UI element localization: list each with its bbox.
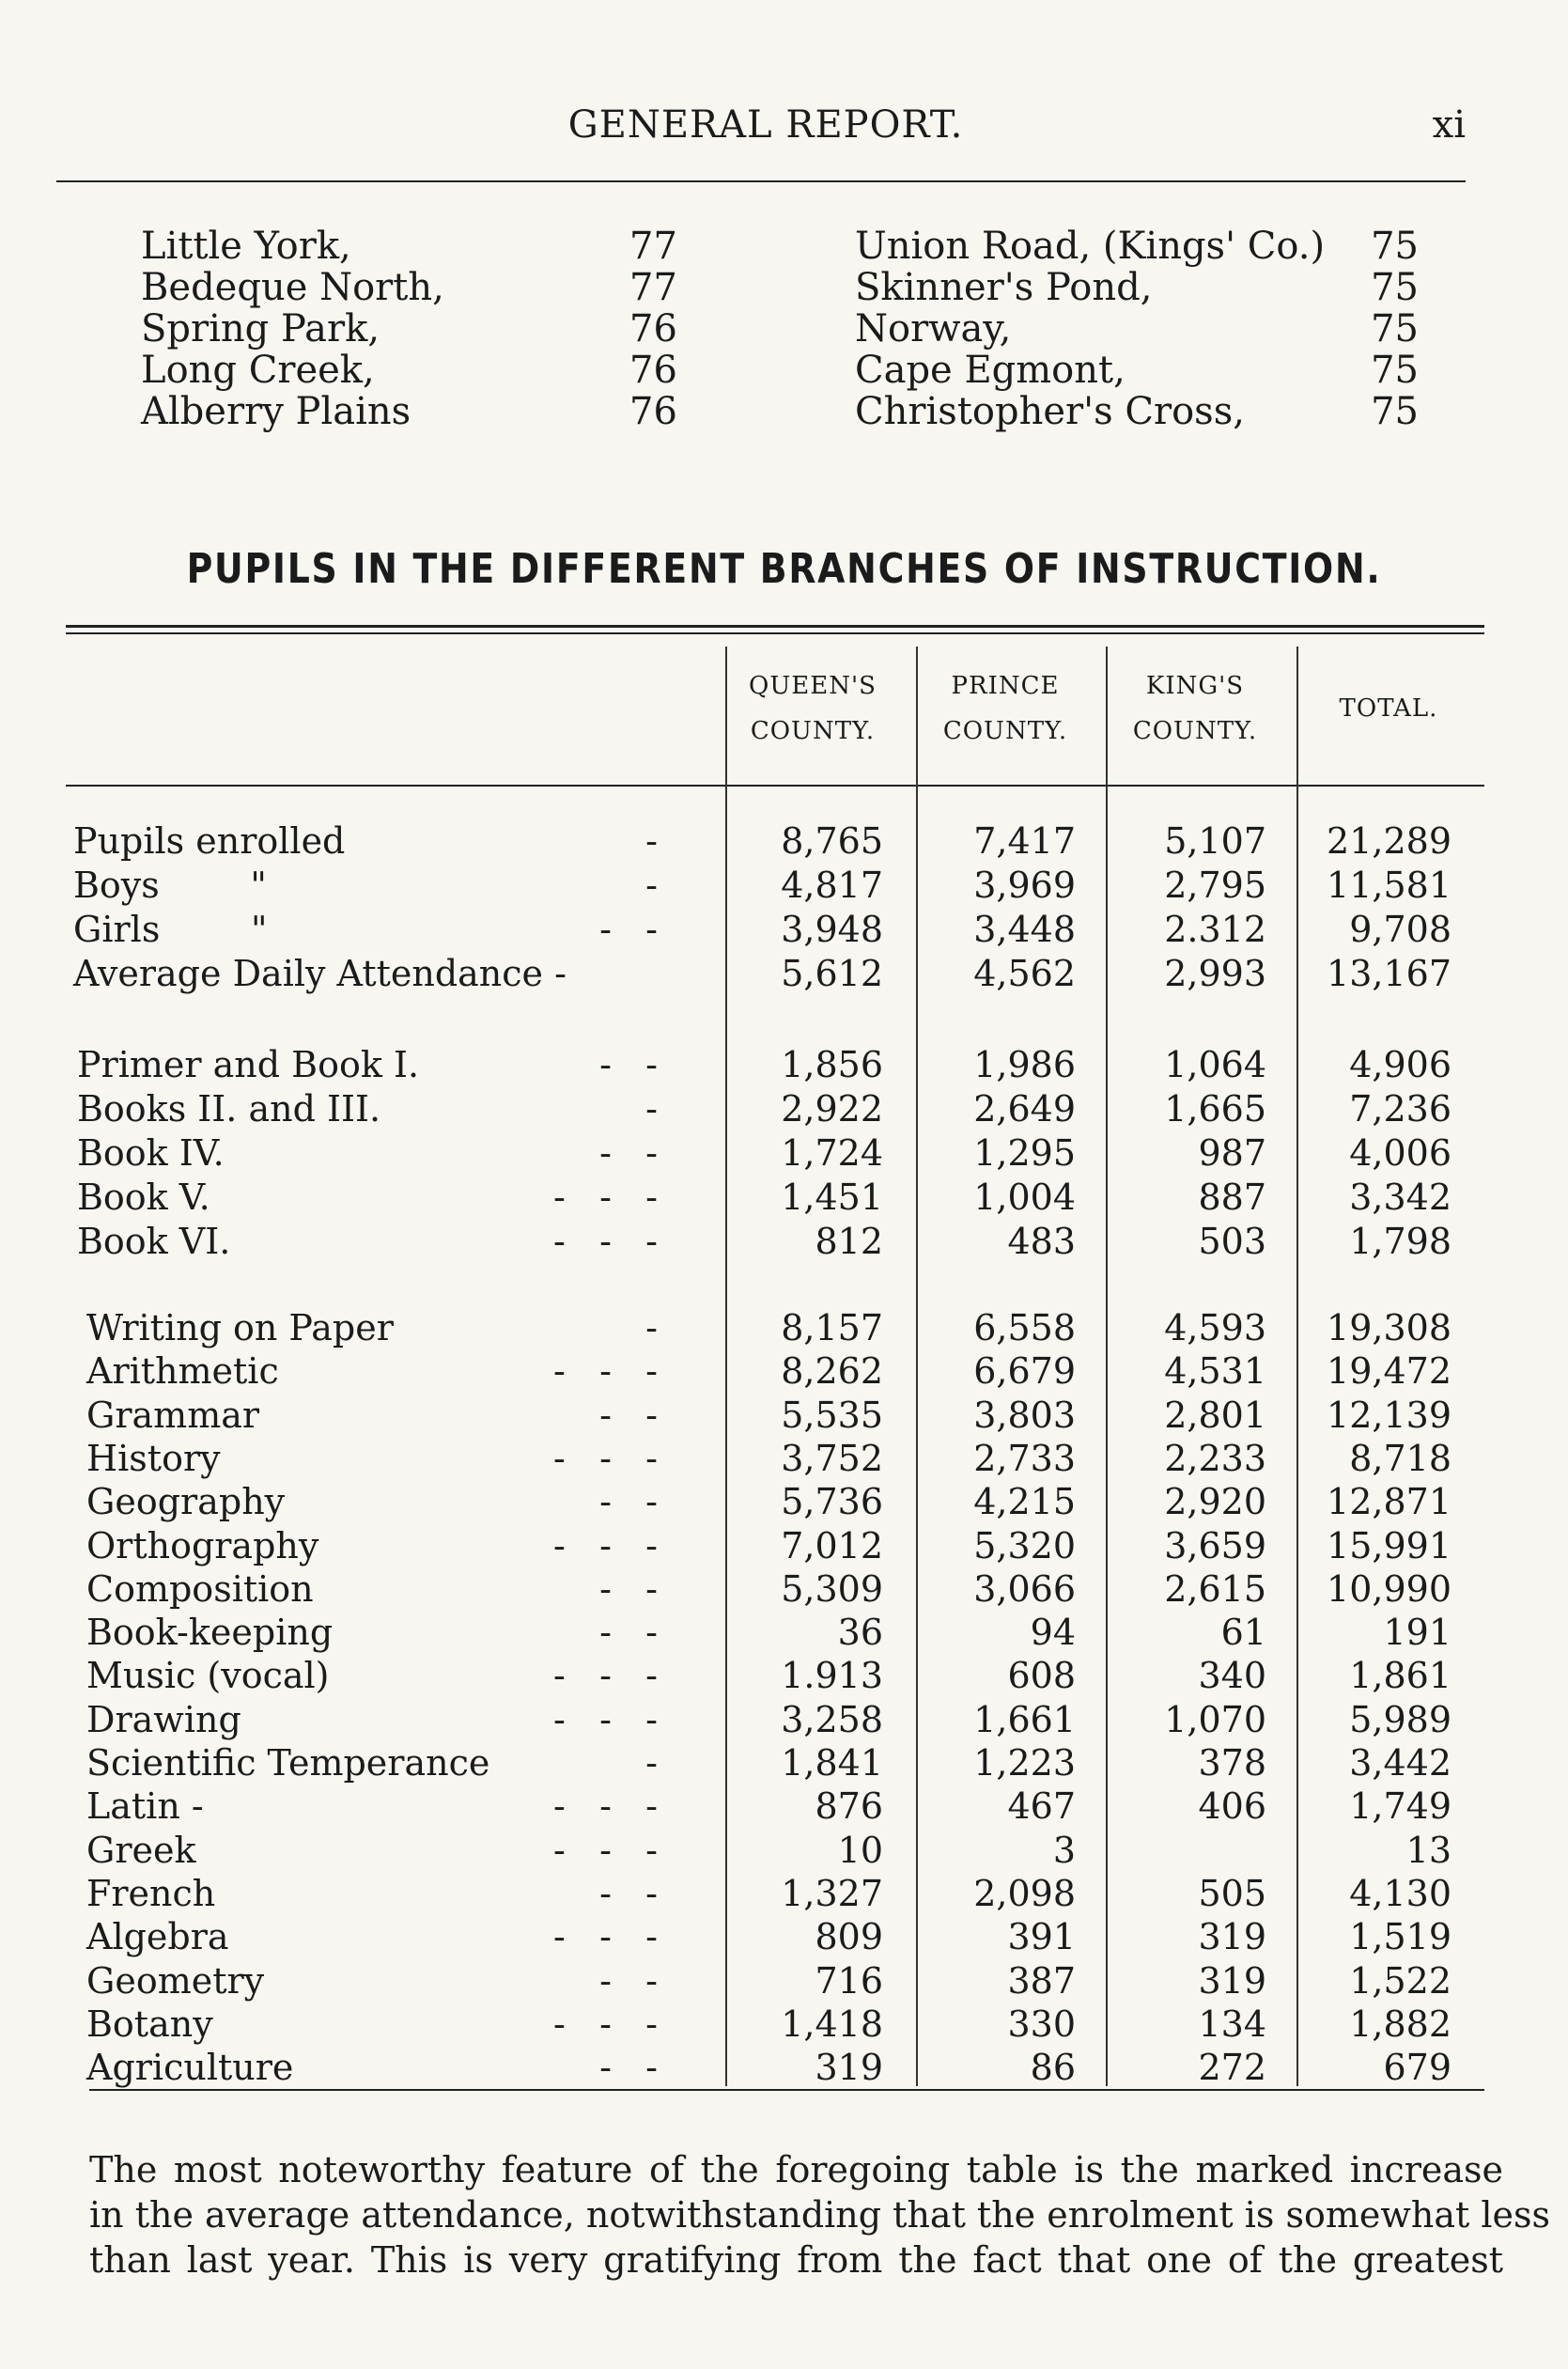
row-label: Music (vocal) <box>86 1655 330 1697</box>
prince-value: 3,969 <box>973 865 1076 906</box>
column-header-kings: KING'S COUNTY. <box>1132 672 1258 745</box>
table-row <box>0 864 1568 907</box>
table-row <box>0 1654 1568 1697</box>
table-row <box>0 1959 1568 2003</box>
total-value: 19,308 <box>1327 1307 1452 1348</box>
leader-dashes: - - - <box>553 2003 658 2045</box>
queens-value: 8,157 <box>781 1307 883 1348</box>
row-label: Scientific Temperance <box>86 1742 490 1784</box>
kings-value: 2,920 <box>1164 1481 1266 1523</box>
total-value: 1,519 <box>1349 1916 1452 1958</box>
paragraph-line: The most noteworthy feature of the foregoing table is the marked increase <box>89 2149 1503 2190</box>
leader-dashes: - - <box>599 909 658 950</box>
leader-dashes: - - - <box>553 1916 658 1958</box>
page-header <box>56 103 1475 160</box>
kings-value: 4,531 <box>1164 1350 1266 1393</box>
table-row <box>0 1872 1568 1915</box>
total-value: 4,006 <box>1349 1132 1452 1174</box>
row-label: Girls " <box>73 909 268 950</box>
total-value: 21,289 <box>1327 820 1452 862</box>
leader-dashes: - - - <box>553 1221 658 1262</box>
table-row <box>0 1785 1568 1828</box>
table-row <box>0 1567 1568 1611</box>
prince-value: 2,733 <box>973 1437 1076 1479</box>
queens-value: 1,451 <box>781 1177 883 1218</box>
leader-dashes: - - <box>599 1132 658 1174</box>
total-value: 1,749 <box>1349 1785 1452 1828</box>
school-name: Union Road, (Kings' Co.) <box>855 225 1326 268</box>
queens-value: 36 <box>837 1612 883 1654</box>
leader-dashes: - <box>645 1088 658 1130</box>
kings-value: 1,064 <box>1164 1044 1266 1085</box>
table-row <box>0 1394 1568 1437</box>
total-value: 9,708 <box>1349 909 1452 950</box>
kings-value: 2,993 <box>1164 953 1266 994</box>
prince-value: 4,562 <box>973 953 1076 994</box>
table-row <box>0 1829 1568 1872</box>
row-label: Botany <box>86 2003 213 2045</box>
leader-dashes: - - - <box>553 1698 658 1740</box>
row-label: Grammar <box>86 1394 260 1436</box>
kings-value: 2,233 <box>1164 1437 1266 1479</box>
table-row <box>0 1220 1568 1263</box>
kings-value: 378 <box>1198 1742 1266 1784</box>
school-row <box>141 350 1419 391</box>
queens-value: 8,262 <box>781 1350 883 1393</box>
kings-value: 1,665 <box>1164 1088 1266 1130</box>
leader-dashes: - - <box>599 1481 658 1523</box>
table-row <box>0 1306 1568 1349</box>
row-label: Geometry <box>86 1959 265 2002</box>
prince-value: 330 <box>1007 2003 1076 2045</box>
school-score: 76 <box>629 390 677 433</box>
queens-value: 1.913 <box>781 1655 883 1697</box>
queens-value: 5,612 <box>781 953 883 994</box>
total-value: 679 <box>1383 2047 1452 2089</box>
header-rule <box>56 180 1466 182</box>
row-label: Composition <box>86 1567 314 1610</box>
leader-dashes: - - - <box>553 1437 658 1479</box>
prince-value: 387 <box>1007 1959 1076 2002</box>
prince-value: 1,004 <box>973 1177 1076 1218</box>
prince-value: 94 <box>1030 1612 1076 1654</box>
row-label: Book IV. <box>77 1132 225 1174</box>
total-value: 1,861 <box>1349 1655 1452 1697</box>
paragraph-line: than last year. This is very gratifying from the fact that one of the greatest <box>89 2239 1503 2281</box>
table-row <box>0 2046 1568 2089</box>
total-value: 8,718 <box>1349 1437 1452 1479</box>
row-label: French <box>86 1872 216 1914</box>
prince-value: 3,066 <box>973 1567 1076 1610</box>
kings-value: 134 <box>1198 2003 1266 2045</box>
table-row <box>0 1611 1568 1654</box>
table-row <box>0 1480 1568 1523</box>
leader-dashes: - - - <box>553 1350 658 1393</box>
total-value: 7,236 <box>1349 1088 1452 1130</box>
table-bottom-rule <box>89 2089 1484 2091</box>
kings-value: 319 <box>1198 1916 1266 1958</box>
school-score: 77 <box>629 225 677 268</box>
kings-value: 503 <box>1198 1221 1266 1262</box>
column-header-total: TOTAL. <box>1339 694 1438 723</box>
school-score: 75 <box>1371 266 1419 309</box>
total-value: 3,442 <box>1349 1742 1452 1784</box>
queens-value: 7,012 <box>781 1524 883 1566</box>
leader-dashes: - - - <box>553 1524 658 1566</box>
prince-value: 1,223 <box>973 1742 1076 1784</box>
leader-dashes: - - - <box>553 1829 658 1871</box>
total-value: 12,871 <box>1327 1481 1452 1523</box>
prince-value: 608 <box>1007 1655 1076 1697</box>
total-value: 15,991 <box>1327 1524 1452 1566</box>
prince-value: 467 <box>1007 1785 1076 1828</box>
row-label: Book-keeping <box>86 1612 334 1654</box>
row-label: Algebra <box>86 1916 229 1958</box>
table-row <box>0 819 1568 863</box>
queens-value: 876 <box>815 1785 883 1828</box>
school-score: 77 <box>629 266 677 309</box>
total-value: 1,522 <box>1349 1959 1452 2002</box>
table-row <box>0 908 1568 951</box>
kings-value: 406 <box>1198 1785 1266 1828</box>
leader-dashes: - - - <box>553 1785 658 1828</box>
leader-dashes: - - <box>599 1959 658 2002</box>
school-name: Cape Egmont, <box>855 349 1126 392</box>
queens-value: 1,856 <box>781 1044 883 1085</box>
queens-value: 3,258 <box>781 1698 883 1740</box>
row-label: Average Daily Attendance - <box>73 953 567 994</box>
table-row <box>0 1349 1568 1393</box>
prince-value: 2,649 <box>973 1088 1076 1130</box>
school-score: 76 <box>629 307 677 351</box>
total-value: 1,882 <box>1349 2003 1452 2045</box>
column-header-queens: QUEEN'S COUNTY. <box>749 672 877 745</box>
leader-dashes: - <box>645 1742 658 1784</box>
leader-dashes: - <box>645 1307 658 1348</box>
kings-value: 987 <box>1198 1132 1266 1174</box>
section-title: PUPILS IN THE DIFFERENT BRANCHES OF INSTRUCTION. <box>186 545 1382 593</box>
table-row <box>0 1176 1568 1219</box>
table-top-rule <box>66 625 1484 628</box>
table-row <box>0 1437 1568 1480</box>
total-value: 4,906 <box>1349 1044 1452 1085</box>
school-name: Christopher's Cross, <box>855 390 1245 433</box>
school-name: Long Creek, <box>141 349 375 392</box>
queens-value: 319 <box>815 2047 883 2089</box>
school-score: 75 <box>1371 390 1419 433</box>
table-row <box>0 1087 1568 1130</box>
school-name: Skinner's Pond, <box>855 266 1153 309</box>
queens-value: 1,841 <box>781 1742 883 1784</box>
prince-value: 5,320 <box>973 1524 1076 1566</box>
prince-value: 483 <box>1007 1221 1076 1262</box>
leader-dashes: - - <box>599 1567 658 1610</box>
kings-value: 505 <box>1198 1872 1266 1914</box>
school-score: 76 <box>629 349 677 392</box>
leader-dashes: - - <box>599 2047 658 2089</box>
queens-value: 2,922 <box>781 1088 883 1130</box>
prince-value: 1,661 <box>973 1698 1076 1740</box>
row-label: Primer and Book I. <box>77 1044 420 1085</box>
kings-value: 887 <box>1198 1177 1266 1218</box>
prince-value: 3,448 <box>973 909 1076 950</box>
body-paragraph <box>89 2147 1551 2283</box>
row-label: History <box>86 1437 221 1479</box>
queens-value: 809 <box>815 1916 883 1958</box>
prince-value: 4,215 <box>973 1481 1076 1523</box>
kings-value: 2.312 <box>1164 909 1266 950</box>
leader-dashes: - <box>645 865 658 906</box>
prince-value: 1,295 <box>973 1132 1076 1174</box>
total-value: 191 <box>1383 1612 1452 1654</box>
page-number: xi <box>1432 103 1466 147</box>
row-label: Latin - <box>86 1785 204 1828</box>
school-score: 75 <box>1371 225 1419 268</box>
school-row <box>141 391 1419 432</box>
kings-value: 340 <box>1198 1655 1266 1697</box>
school-score: 75 <box>1371 349 1419 392</box>
table-top-rule-inner <box>66 632 1484 634</box>
leader-dashes: - - <box>599 1612 658 1654</box>
kings-value: 2,795 <box>1164 865 1266 906</box>
school-name: Alberry Plains <box>141 390 411 433</box>
table-row <box>0 1131 1568 1175</box>
table-row <box>0 1524 1568 1567</box>
paragraph-line: in the average attendance, notwithstanding that the enrolment is somewhat less <box>89 2194 1551 2236</box>
table-row <box>0 1741 1568 1785</box>
leader-dashes: - - <box>599 1872 658 1914</box>
kings-value: 4,593 <box>1164 1307 1266 1348</box>
kings-value: 3,659 <box>1164 1524 1266 1566</box>
school-row <box>141 308 1419 350</box>
prince-value: 3,803 <box>973 1394 1076 1436</box>
kings-value: 61 <box>1220 1612 1266 1654</box>
page-title: GENERAL REPORT. <box>567 103 964 147</box>
table-row <box>0 1698 1568 1741</box>
queens-value: 5,535 <box>781 1394 883 1436</box>
row-label: Book V. <box>77 1177 210 1218</box>
queens-value: 5,309 <box>781 1567 883 1610</box>
total-value: 10,990 <box>1327 1567 1452 1610</box>
table-row <box>0 2003 1568 2046</box>
leader-dashes: - - <box>599 1394 658 1436</box>
prince-value: 2,098 <box>973 1872 1076 1914</box>
queens-value: 812 <box>815 1221 883 1262</box>
school-name: Little York, <box>141 225 351 268</box>
school-name: Bedeque North, <box>141 266 444 309</box>
queens-value: 1,418 <box>781 2003 883 2045</box>
total-value: 11,581 <box>1327 865 1452 906</box>
queens-value: 3,948 <box>781 909 883 950</box>
total-value: 1,798 <box>1349 1221 1452 1262</box>
column-header-prince: PRINCE COUNTY. <box>942 672 1068 745</box>
queens-value: 1,327 <box>781 1872 883 1914</box>
prince-value: 3 <box>1052 1829 1076 1871</box>
row-label: Geography <box>86 1481 286 1523</box>
table-row <box>0 1043 1568 1086</box>
total-value: 13 <box>1405 1829 1452 1871</box>
leader-dashes: - - - <box>553 1177 658 1218</box>
kings-value: 272 <box>1198 2047 1266 2089</box>
prince-value: 391 <box>1007 1916 1076 1958</box>
header-bottom-rule <box>66 785 1484 787</box>
queens-value: 716 <box>815 1959 883 2002</box>
row-label: Pupils enrolled <box>73 820 346 862</box>
prince-value: 7,417 <box>973 820 1076 862</box>
school-row <box>141 267 1419 308</box>
kings-value: 5,107 <box>1164 820 1266 862</box>
total-value: 19,472 <box>1327 1350 1452 1393</box>
queens-value: 5,736 <box>781 1481 883 1523</box>
prince-value: 1,986 <box>973 1044 1076 1085</box>
queens-value: 4,817 <box>781 865 883 906</box>
row-label: Books II. and III. <box>77 1088 381 1130</box>
school-row <box>141 226 1419 267</box>
queens-value: 8,765 <box>781 820 883 862</box>
row-label: Arithmetic <box>86 1350 279 1393</box>
row-label: Orthography <box>86 1524 319 1566</box>
queens-value: 1,724 <box>781 1132 883 1174</box>
prince-value: 86 <box>1030 2047 1076 2089</box>
row-label: Agriculture <box>86 2047 294 2089</box>
row-label: Book VI. <box>77 1221 231 1262</box>
total-value: 4,130 <box>1349 1872 1452 1914</box>
leader-dashes: - - - <box>553 1655 658 1697</box>
queens-value: 10 <box>837 1829 883 1871</box>
prince-value: 6,679 <box>973 1350 1076 1393</box>
row-label: Boys " <box>73 865 267 906</box>
row-label: Greek <box>86 1829 196 1871</box>
school-list <box>141 226 1419 432</box>
prince-value: 6,558 <box>973 1307 1076 1348</box>
leader-dashes: - <box>645 820 658 862</box>
school-name: Norway, <box>855 307 1012 351</box>
total-value: 5,989 <box>1349 1698 1452 1740</box>
kings-value: 2,801 <box>1164 1394 1266 1436</box>
row-label: Drawing <box>86 1698 241 1740</box>
total-value: 13,167 <box>1327 953 1452 994</box>
kings-value: 2,615 <box>1164 1567 1266 1610</box>
queens-value: 3,752 <box>781 1437 883 1479</box>
table-row <box>0 952 1568 995</box>
leader-dashes: - - <box>599 1044 658 1085</box>
school-name: Spring Park, <box>141 307 380 351</box>
kings-value: 319 <box>1198 1959 1266 2002</box>
table-row <box>0 1915 1568 1958</box>
row-label: Writing on Paper <box>86 1307 394 1348</box>
total-value: 3,342 <box>1349 1177 1452 1218</box>
school-score: 75 <box>1371 307 1419 351</box>
total-value: 12,139 <box>1327 1394 1452 1436</box>
kings-value: 1,070 <box>1164 1698 1266 1740</box>
